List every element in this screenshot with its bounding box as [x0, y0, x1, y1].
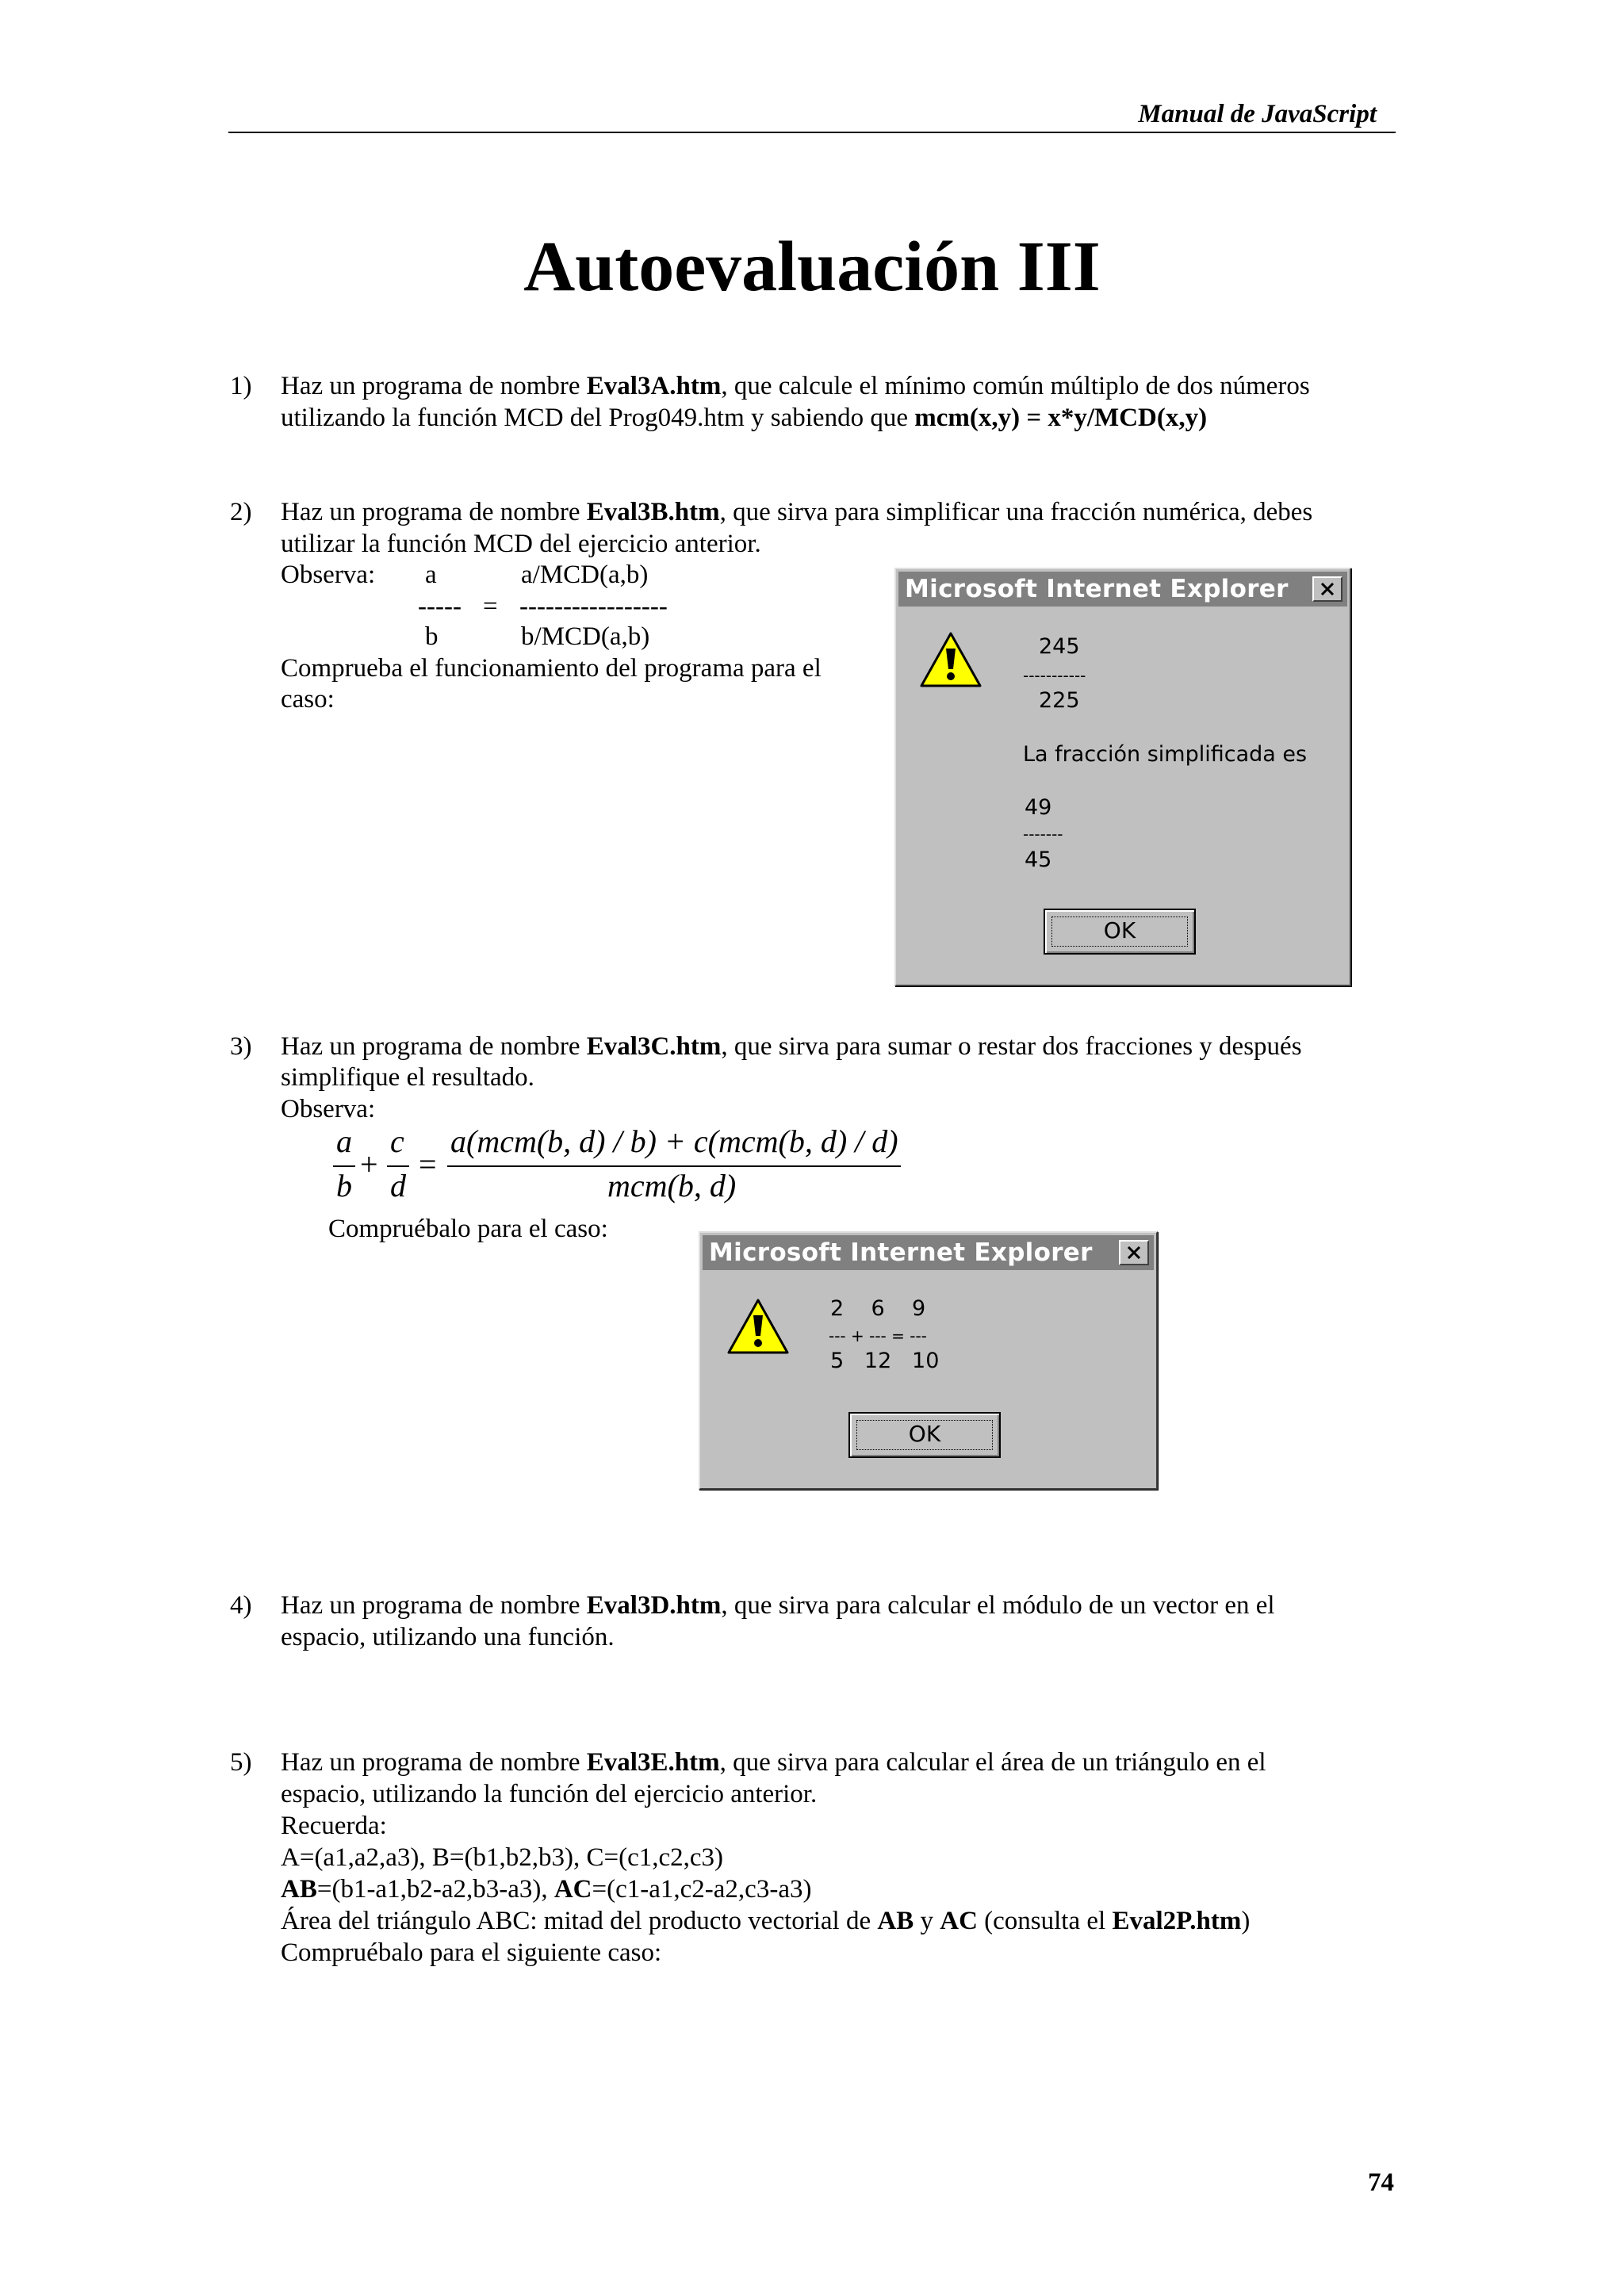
ex3-check: Compruébalo para el caso:	[328, 1215, 608, 1243]
ex2-check-line-1: Comprueba el funcionamiento del programa para el	[281, 654, 822, 683]
frac-equals: =	[483, 592, 498, 621]
ok-label: OK	[908, 1421, 941, 1447]
ex2-observa: Observa:	[281, 561, 376, 589]
dialog-operators: --- + --- = ---	[829, 1326, 927, 1345]
ex2-number: 2)	[230, 498, 252, 526]
ex5-recuerda: Recuerda:	[281, 1812, 387, 1840]
alert-dialog-fraction	[894, 568, 1351, 986]
dialog-numerators: 2 6 9	[830, 1296, 926, 1321]
formula-frac-line-2	[387, 1165, 409, 1167]
dialog-message: La fracción simplificada es	[1023, 742, 1308, 767]
dialog-title-bar	[898, 572, 1347, 607]
ok-button[interactable]	[848, 1412, 1001, 1458]
header-rule	[228, 132, 1396, 133]
dialog-numerator: 245	[1039, 634, 1080, 659]
warning-icon	[727, 1298, 789, 1355]
frac-dash-long: -----------------	[519, 592, 668, 621]
running-header: Manual de JavaScript	[1138, 100, 1377, 128]
ex2-line-2: utilizar la función MCD del ejercicio anterior.	[281, 530, 761, 558]
ex5-line-1: Haz un programa de nombre Eval3E.htm, que sirva para calcular el área de un triángulo en el	[281, 1748, 1266, 1777]
ok-label: OK	[1103, 917, 1136, 943]
page-number: 74	[1368, 2168, 1394, 2197]
frac-a-mcd: a/MCD(a,b)	[521, 561, 649, 589]
ex4-line-1: Haz un programa de nombre Eval3D.htm, que sirva para calcular el módulo de un vector en el	[281, 1591, 1275, 1620]
ex1-number: 1)	[230, 372, 252, 400]
formula-main-frac-line	[447, 1165, 901, 1167]
formula-numerator: a(mcm(b, d) / b) + c(mcm(b, d) / d)	[450, 1123, 898, 1159]
ex1-line-1: Haz un programa de nombre Eval3A.htm, que calcule el mínimo común múltiplo de dos números	[281, 372, 1310, 400]
ex3-line-1: Haz un programa de nombre Eval3C.htm, que sirva para sumar o restar dos fracciones y después	[281, 1032, 1302, 1061]
warning-icon	[920, 631, 982, 688]
formula-equals: =	[419, 1146, 437, 1182]
alert-dialog-sum	[699, 1231, 1158, 1490]
dialog-denominators: 5 12 10	[830, 1349, 940, 1373]
close-button[interactable]	[1312, 576, 1342, 602]
ex1-line-2: utilizando la función MCD del Prog049.htm y sabiendo que mcm(x,y) = x*y/MCD(x,y)	[281, 404, 1208, 432]
formula-plus: +	[360, 1146, 378, 1182]
formula-c: c	[390, 1123, 404, 1159]
dialog-result-numerator: 49	[1025, 795, 1052, 820]
page-title: Autoevaluación III	[523, 228, 1101, 306]
ex3-line-2: simplifique el resultado.	[281, 1063, 534, 1092]
formula-frac-line-1	[333, 1165, 355, 1167]
frac-dash-short: -----	[418, 592, 462, 621]
dialog-dashes-1: -----------	[1023, 666, 1086, 685]
close-icon	[1320, 583, 1335, 595]
frac-a: a	[425, 561, 437, 589]
formula-a: a	[336, 1123, 352, 1159]
ex2-line-1: Haz un programa de nombre Eval3B.htm, que sirva para simplificar una fracción numérica, debes	[281, 498, 1313, 526]
ex2-check-line-2: caso:	[281, 685, 335, 714]
ex3-number: 3)	[230, 1032, 252, 1061]
ex5-area-rule: Área del triángulo ABC: mitad del producto vectorial de AB y AC (consulta el Eval2P.htm)	[281, 1907, 1251, 1935]
dialog-dashes-2: -------	[1023, 825, 1063, 844]
dialog-denominator: 225	[1039, 688, 1080, 713]
ex4-number: 4)	[230, 1591, 252, 1620]
ex3-observa: Observa:	[281, 1095, 376, 1123]
frac-b-mcd: b/MCD(a,b)	[521, 622, 650, 651]
formula-d: d	[390, 1168, 406, 1203]
ex5-vectors: AB=(b1-a1,b2-a2,b3-a3), AC=(c1-a1,c2-a2,c3-a3)	[281, 1875, 812, 1904]
frac-b: b	[425, 622, 439, 651]
dialog-title: Microsoft Internet Explorer	[709, 1238, 1093, 1267]
formula-b: b	[336, 1168, 352, 1203]
ex5-number: 5)	[230, 1748, 252, 1777]
ex5-points: A=(a1,a2,a3), B=(b1,b2,b3), C=(c1,c2,c3)	[281, 1843, 724, 1872]
close-button[interactable]	[1119, 1240, 1149, 1265]
ex4-line-2: espacio, utilizando una función.	[281, 1623, 615, 1651]
dialog-title: Microsoft Internet Explorer	[905, 575, 1289, 603]
ok-button[interactable]	[1044, 909, 1196, 955]
close-icon	[1127, 1246, 1141, 1259]
dialog-title-bar	[703, 1235, 1154, 1270]
formula-denominator: mcm(b, d)	[607, 1168, 737, 1203]
ex5-line-2: espacio, utilizando la función del ejercicio anterior.	[281, 1780, 818, 1808]
ex5-check: Compruébalo para el siguiente caso:	[281, 1938, 662, 1967]
dialog-result-denominator: 45	[1025, 848, 1052, 872]
